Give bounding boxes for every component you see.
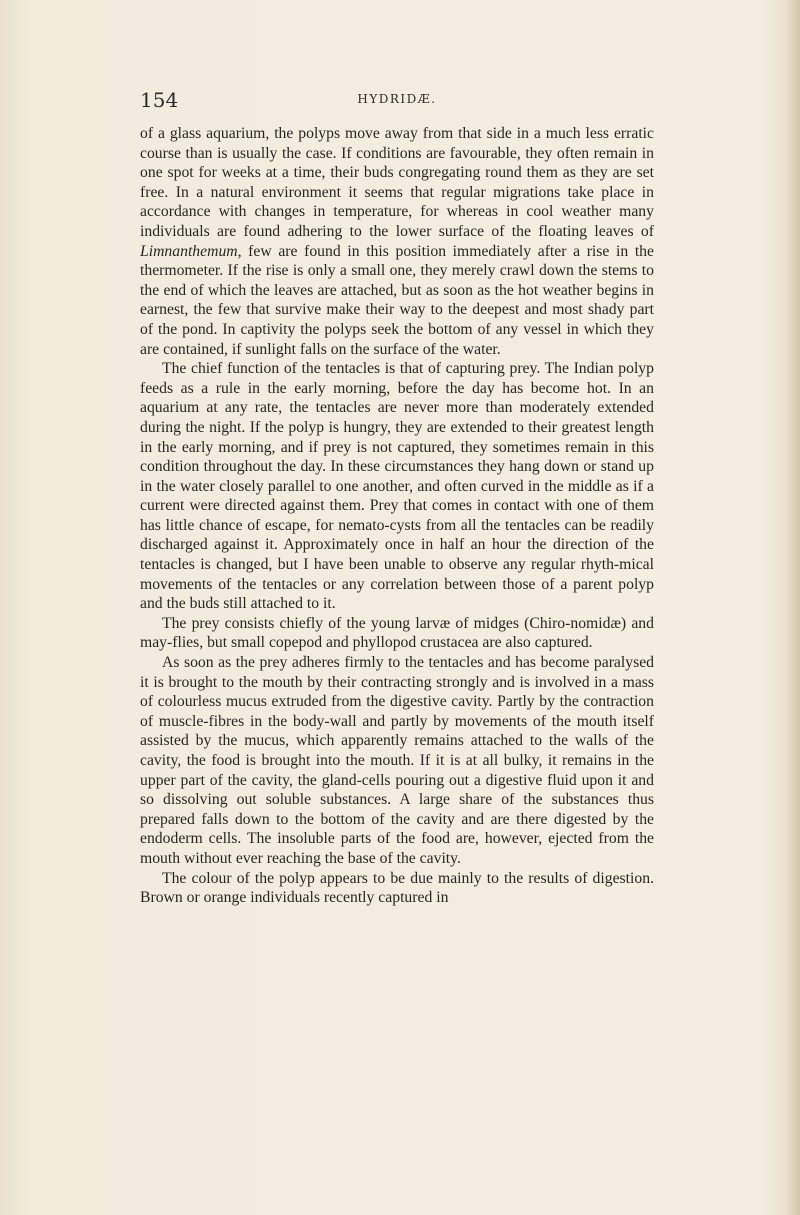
paragraph-digestion: As soon as the prey adheres firmly to the tentacles and has become paralysed it is brought to the mouth by their contracting strongly and is involved in a mass of colourless mucus extruded from the digestive cavity. Partly by the contraction of muscle-fibres in the body-wall and partly by movements of the mouth itself assisted by the mucus, which apparently remains attached to the walls of the cavity, the food is brought into the mouth. If it is at all bulky, it remains in the upper part of the cavity, the gland-cells pouring out a digestive fluid upon it and so dissolving out soluble substances. A large share of the substances thus prepared falls down to the bottom of the cavity and are there digested by the endoderm cells. The insoluble parts of the food are, however, ejected from the mouth without ever reaching the base of the cavity.	[140, 654, 654, 867]
page-number: 154	[140, 88, 179, 112]
paragraph-text: of a glass aquarium, the polyps move away from that side in a much less erratic course than is usually the case. If conditions are favourable, they often remain in one spot for weeks at a time, their buds congregating round them as they are set free. In a natural environment it seems that regular migrations take place in accordance with changes in temperature, for whereas in cool weather many individuals are found adhering to the lower surface of the floating leaves of	[140, 125, 654, 240]
paragraph-tentacles: The chief function of the tentacles is that of capturing prey. The Indian polyp feeds as a rule in the early morning, before the day has become hot. In an aquarium at any rate, the tentacles are never more than moderately extended during the night. If the polyp is hungry, they are extended to their greatest length in the early morning, and if prey is not captured, they sometimes remain in this condition throughout the day. In these circumstances they hang down or stand up in the water closely parallel to one another, and often curved in the middle as if a current were directed against them. Prey that comes in contact with one of them has little chance of escape, for nemato-cysts from all the tentacles can be readily discharged against it. Approximately once in half an hour the direction of the tentacles is changed, but I have been unable to observe any regular rhyth-mical movements of the tentacles or any correlation between those of a parent polyp and the buds still attached to it.	[140, 360, 654, 613]
paragraph-colour: The colour of the polyp appears to be due mainly to the results of digestion. Brown or orange individuals recently captured in	[140, 869, 654, 907]
paragraph-text: , few are found in this position immediately after a rise in the thermometer. If the rise is only a small one, they merely crawl down the stems to the end of which the leaves are attached, but as soon as the hot weather begins in earnest, the few that survive make their way to the deepest and most shady part of the pond. In captivity the polyps seek the bottom of any vessel in which they are contained, if sunlight falls on the surface of the water.	[140, 242, 654, 358]
running-title: HYDRIDÆ.	[357, 92, 437, 106]
genus-name-italic: Limnanthemum	[140, 242, 238, 260]
page-edge-shadow	[786, 0, 800, 1215]
paragraph-continued	[140, 124, 654, 359]
running-head	[140, 88, 654, 114]
body-text	[140, 124, 654, 908]
paragraph-prey: The prey consists chiefly of the young larvæ of midges (Chiro-nomidæ) and may-flies, but small copepod and phyllopod crustacea are also captured.	[140, 614, 654, 652]
